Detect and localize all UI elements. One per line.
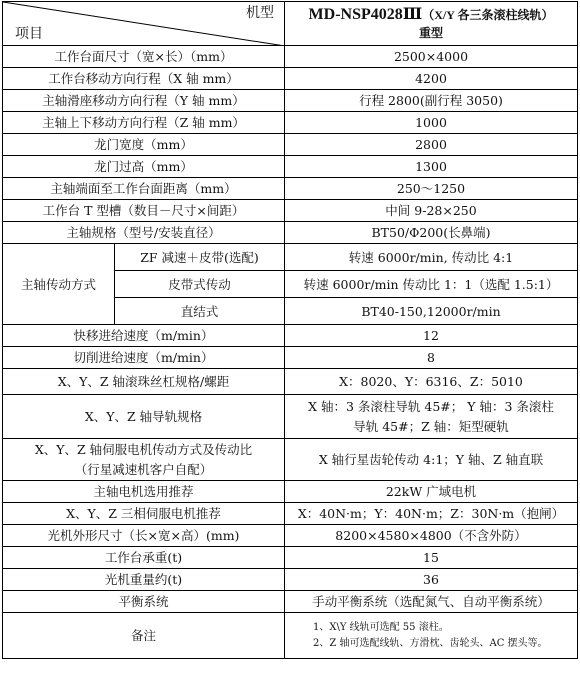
spec-value: 1300 — [285, 156, 578, 178]
spec-sheet — [2, 1, 577, 682]
remarks-label: 备注 — [3, 613, 285, 659]
spec-label: 主轴上下移动方向行程（Z 轴 mm） — [3, 112, 285, 134]
model-column-label: 机型 — [246, 5, 274, 21]
drive-option-label: 直结式 — [115, 298, 285, 325]
model-suffix: （X/Y 各三条滚柱线轨） — [422, 7, 554, 22]
spec-label: 光机重量约(t) — [3, 569, 285, 591]
spec-value: 2800 — [285, 134, 578, 156]
servo-drive-label — [3, 439, 285, 481]
spec-value: 行程 2800(副行程 3050) — [285, 90, 578, 112]
diagonal-line — [3, 2, 285, 46]
spec-label: X、Y、Z 轴滚珠丝杠规格/螺距 — [3, 369, 285, 395]
servo-drive-label-line2: （行星减速机客户自配） — [74, 461, 213, 477]
spec-value: X：40N·m；Y：40N·m；Z：30N·m（抱闸） — [285, 503, 578, 525]
spec-row — [3, 156, 578, 178]
item-column-label: 项目 — [15, 26, 43, 42]
spec-value: 手动平衡系统（选配氮气、自动平衡系统） — [285, 591, 578, 613]
spec-value: 1000 — [285, 112, 578, 134]
spec-value: 8 — [285, 347, 578, 369]
spec-row — [3, 134, 578, 156]
spindle-drive-row — [3, 244, 578, 271]
drive-option-value: 转速 6000r/min 传动比 1：1（选配 1.5:1） — [285, 271, 578, 298]
model-header-cell — [285, 2, 578, 46]
spec-row — [3, 569, 578, 591]
spec-label: 龙门过高（mm） — [3, 156, 285, 178]
spec-label: X、Y、Z 三相伺服电机推荐 — [3, 503, 285, 525]
spec-value: BT50/Φ200(长鼻端) — [285, 222, 578, 244]
spec-row — [3, 591, 578, 613]
model-name: MD-NSP4028Ⅲ — [308, 5, 423, 23]
remarks-value — [285, 613, 578, 659]
spec-row — [3, 112, 578, 134]
spec-label: 主轴端面至工作台面距离（mm） — [3, 178, 285, 200]
guide-label: X、Y、Z 轴导轨规格 — [3, 395, 285, 439]
remarks-row — [3, 613, 578, 659]
spec-row — [3, 90, 578, 112]
spec-value: 4200 — [285, 68, 578, 90]
spec-value: 8200×4580×4800（不含外防） — [285, 525, 578, 547]
spec-value: 中间 9-28×250 — [285, 200, 578, 222]
spec-label: 工作台移动方向行程（X 轴 mm） — [3, 68, 285, 90]
spec-row — [3, 481, 578, 503]
guide-value-line2: 导轨 45#；Z 轴：矩型硬轨 — [353, 418, 509, 434]
servo-drive-row — [3, 439, 578, 481]
spec-value: 250～1250 — [285, 178, 578, 200]
spec-label: 切削进给速度（m/min） — [3, 347, 285, 369]
servo-drive-label-line1: X、Y、Z 轴伺服电机传动方式及传动比 — [34, 441, 253, 457]
spec-value: 15 — [285, 547, 578, 569]
spec-row — [3, 503, 578, 525]
servo-drive-value: X 轴行星齿轮传动 4:1；Y 轴、Z 轴直联 — [285, 439, 578, 481]
header-row — [3, 2, 578, 46]
spec-row — [3, 200, 578, 222]
spec-row — [3, 46, 578, 68]
spec-value: 22kW 广域电机 — [285, 481, 578, 503]
spec-row — [3, 347, 578, 369]
spec-row — [3, 222, 578, 244]
spec-row — [3, 325, 578, 347]
spec-label: 主轴电机选用推荐 — [3, 481, 285, 503]
spec-value: 12 — [285, 325, 578, 347]
spec-label: 主轴规格（型号/安装直径） — [3, 222, 285, 244]
spec-row — [3, 68, 578, 90]
spindle-drive-label: 主轴传动方式 — [3, 244, 115, 325]
spec-value: 36 — [285, 569, 578, 591]
drive-option-label: ZF 减速＋皮带(选配) — [115, 244, 285, 271]
spec-label: 光机外形尺寸（长×宽×高）(mm) — [3, 525, 285, 547]
spec-row — [3, 525, 578, 547]
spec-value: 2500×4000 — [285, 46, 578, 68]
remarks-note-1: 1、X\Y 线轨可选配 55 滚柱。 — [313, 621, 449, 633]
spec-row — [3, 547, 578, 569]
guide-row — [3, 395, 578, 439]
guide-value — [285, 395, 578, 439]
spec-label: 工作台 T 型槽（数目－尺寸×间距） — [3, 200, 285, 222]
spec-table — [2, 1, 578, 659]
remarks-note-2: 2、Z 轴可选配线轨、方滑枕、齿轮头、AC 摆头等。 — [313, 637, 548, 649]
guide-value-line1: X 轴：3 条滚柱导轨 45#； Y 轴：3 条滚柱 — [308, 398, 554, 414]
spec-label: 快移进给速度（m/min） — [3, 325, 285, 347]
spec-label: 平衡系统 — [3, 591, 285, 613]
model-type: 重型 — [418, 25, 443, 40]
drive-option-value: BT40-150,12000r/min — [285, 298, 578, 325]
drive-option-value: 转速 6000r/min, 传动比 4:1 — [285, 244, 578, 271]
drive-option-label: 皮带式传动 — [115, 271, 285, 298]
spec-value: X：8020、Y：6316、Z：5010 — [285, 369, 578, 395]
spec-label: 龙门宽度（mm） — [3, 134, 285, 156]
spec-row — [3, 178, 578, 200]
spec-row — [3, 369, 578, 395]
spec-label: 主轴滑座移动方向行程（Y 轴 mm） — [3, 90, 285, 112]
header-corner-cell — [3, 2, 285, 46]
spec-label: 工作台承重(t) — [3, 547, 285, 569]
spec-label: 工作台面尺寸（宽×长）（mm） — [3, 46, 285, 68]
